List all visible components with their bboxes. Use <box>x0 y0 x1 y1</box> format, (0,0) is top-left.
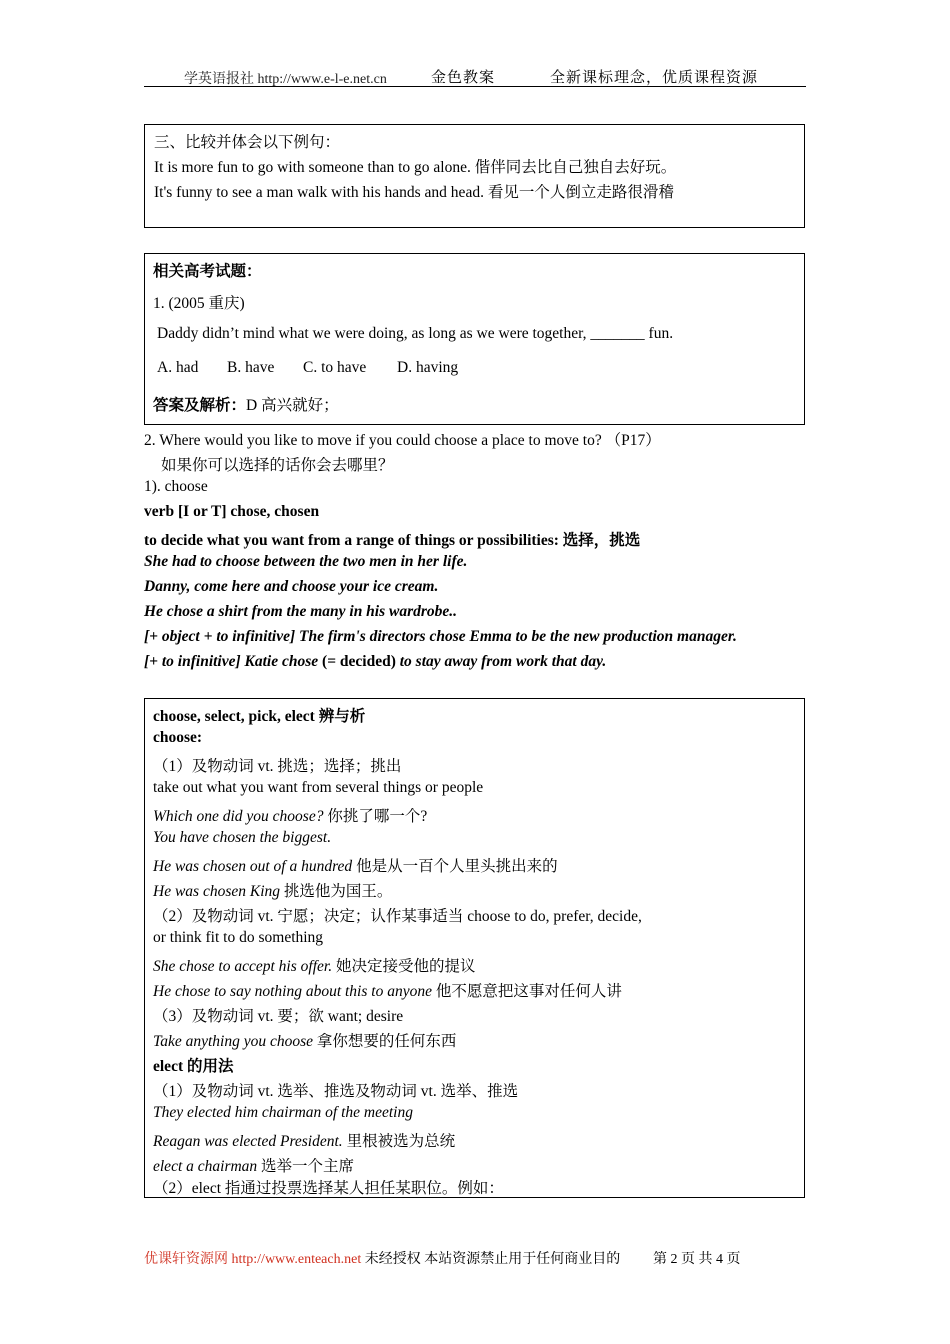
compare-title: choose, select, pick, elect 辨与析 <box>153 708 366 725</box>
q2-translation: 如果你可以选择的话你会去哪里？ <box>161 457 394 474</box>
choose-sense-1-ex1 <box>153 804 427 826</box>
section3-line1: It is more fun to go with someone than to go alone. 偕伴同去比自己独自去好玩。 <box>154 159 677 176</box>
exam-heading: 相关高考试题： <box>153 263 262 280</box>
exam-box <box>144 253 805 425</box>
ex-en: She chose to accept his offer. <box>153 958 333 975</box>
section3-box <box>144 124 805 228</box>
ex-zh: 里根被选为总统 <box>342 1133 456 1150</box>
ex-zh: 拿你想要的任何东西 <box>313 1033 457 1050</box>
choose-sense-1-ex4 <box>153 879 392 901</box>
footer-site[interactable]: 优课轩资源网 http://www.enteach.net <box>144 1252 362 1267</box>
q2-verb-forms: verb [I or T] chose, chosen <box>144 503 320 520</box>
elect-sense-1-ex3 <box>153 1154 354 1176</box>
ex-en: Which one did you choose? <box>153 808 324 825</box>
exam-option-b: B. have <box>227 359 275 376</box>
elect-sense-1-ex2 <box>153 1129 455 1151</box>
section3-line2: It's funny to see a man walk with his hands and head. 看见一个人倒立走路很滑稽 <box>154 184 674 201</box>
elect-sense-2: （2）elect 指通过投票选择某人担任某职位。例如： <box>153 1180 504 1197</box>
choose-label: choose: <box>153 729 203 746</box>
header-site: 学英语报社 http://www.e-l-e.net.cn <box>184 72 387 87</box>
ex-zh: 挑选他为国王。 <box>280 883 393 900</box>
choose-sense-3-ex1 <box>153 1029 456 1051</box>
section3-title: 三、比较并体会以下例句： <box>154 134 341 151</box>
page-header <box>144 66 806 87</box>
choose-sense-2: （2）及物动词 vt. 宁愿；决定；认作某事适当 choose to do, prefer, decide, <box>153 908 642 925</box>
exam-option-d: D. having <box>397 359 459 376</box>
ex-zh: 他是从一百个人里头挑出来的 <box>352 858 558 875</box>
elect-label: elect 的用法 <box>153 1058 234 1075</box>
q2-example-2: Danny, come here and choose your ice cream. <box>144 578 439 595</box>
elect-sense-1-ex1: They elected him chairman of the meeting <box>153 1104 413 1121</box>
ex-en: elect a chairman <box>153 1158 258 1175</box>
choose-sense-1-ex2: You have chosen the biggest. <box>153 829 332 846</box>
ex-zh: 她决定接受他的提议 <box>332 958 476 975</box>
q2-item: 1). choose <box>144 478 208 495</box>
compare-box <box>144 698 805 1198</box>
exam-option-a: A. had <box>157 359 199 376</box>
q2-example-5-a: [+ to infinitive] Katie chose <box>144 653 323 670</box>
q2-example-5-c: to stay away from work that day. <box>399 653 607 670</box>
choose-sense-2-ex2 <box>153 979 622 1001</box>
choose-sense-1-ex3 <box>153 854 558 876</box>
ex-en: He was chosen King <box>153 883 281 900</box>
q2-example-4: [+ object + to infinitive] The firm's directors chose Emma to be the new production manager. <box>144 628 737 645</box>
exam-answer <box>153 393 339 415</box>
ex-en: Reagan was elected President. <box>153 1133 343 1150</box>
q2-example-5-b: (= decided) <box>322 653 400 670</box>
q2-question: 2. Where would you like to move if you could choose a place to move to? （P17） <box>144 432 661 449</box>
ex-en: Take anything you choose <box>153 1033 313 1050</box>
q2-example-5 <box>144 653 606 671</box>
ex-en: He was chosen out of a hundred <box>153 858 353 875</box>
q2-definition: to decide what you want from a range of things or possibilities: 选择，挑选 <box>144 532 641 549</box>
ex-zh: 你挑了哪一个? <box>323 808 428 825</box>
choose-sense-2-ex1 <box>153 954 475 976</box>
choose-sense-1: （1）及物动词 vt. 挑选；选择；挑出 <box>153 758 402 775</box>
page-footer <box>144 1248 741 1268</box>
q2-example-3: He chose a shirt from the many in his wardrobe.. <box>144 603 458 620</box>
ex-zh: 他不愿意把这事对任何人讲 <box>431 983 622 1000</box>
elect-sense-1: （1）及物动词 vt. 选举、推选及物动词 vt. 选举、推选 <box>153 1083 519 1100</box>
header-slogan: 全新课标理念，优质课程资源 <box>550 70 759 86</box>
header-brand: 金色教案 <box>431 70 496 86</box>
exam-question-text: Daddy didn’t mind what we were doing, as long as we were together, _______ fun. <box>157 325 674 342</box>
exam-option-c: C. to have <box>303 359 367 376</box>
q2-example-1: She had to choose between the two men in her life. <box>144 553 468 570</box>
footer-page-number: 第 2 页 共 4 页 <box>653 1252 741 1267</box>
exam-answer-label: 答案及解析： <box>153 397 247 414</box>
choose-sense-2-cont: or think fit to do something <box>153 929 324 946</box>
exam-answer-text: D 高兴就好； <box>246 397 339 414</box>
ex-en: He chose to say nothing about this to anyone <box>153 983 432 1000</box>
footer-notice: 未经授权 本站资源禁止用于任何商业目的 <box>361 1252 621 1267</box>
choose-sense-1-def: take out what you want from several things or people <box>153 779 484 796</box>
choose-sense-3: （3）及物动词 vt. 要；欲 want; desire <box>153 1008 404 1025</box>
ex-zh: 选举一个主席 <box>257 1158 355 1175</box>
exam-question-number: 1. (2005 重庆) <box>153 295 245 312</box>
